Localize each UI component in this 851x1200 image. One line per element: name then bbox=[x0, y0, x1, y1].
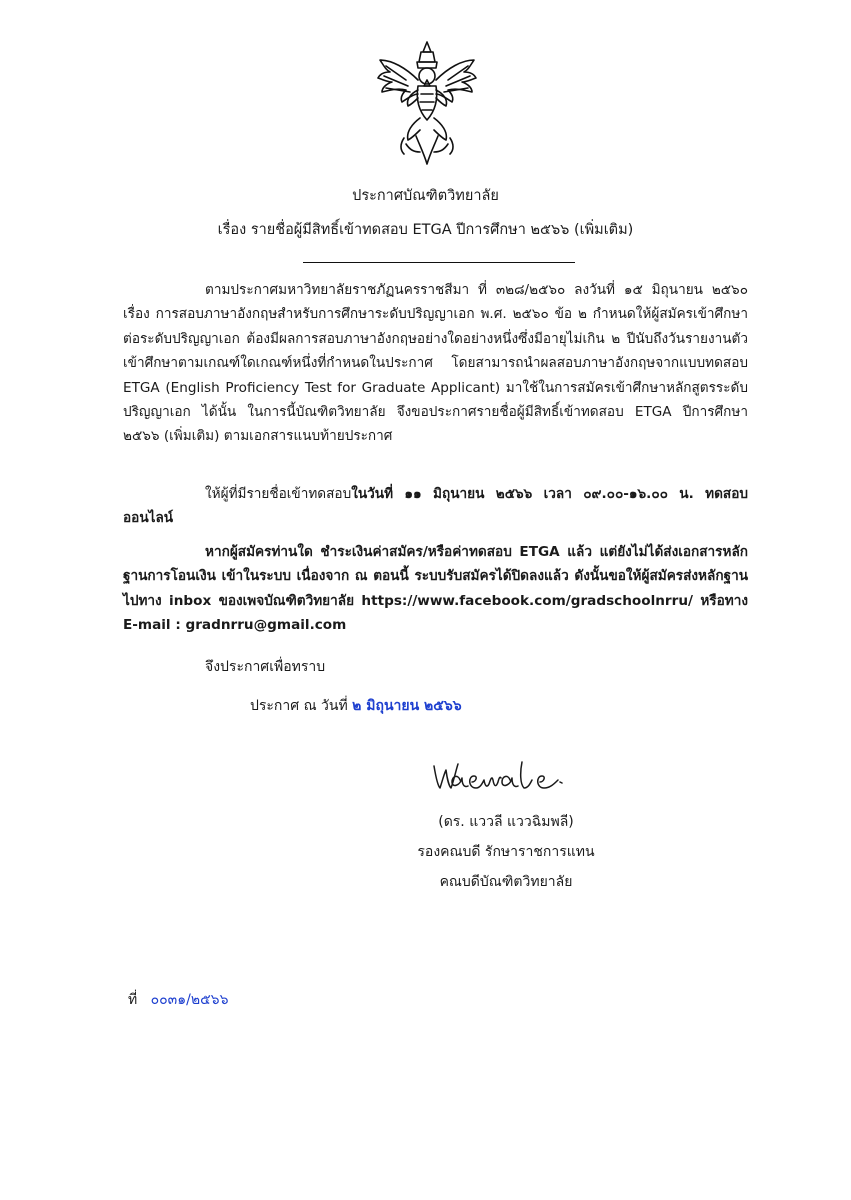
paragraph-payment-notice bbox=[123, 540, 748, 638]
garuda-emblem-icon bbox=[376, 40, 478, 168]
closing-statement: จึงประกาศเพื่อทราบ bbox=[205, 659, 326, 675]
exam-date-lead: ให้ผู้ที่มีรายชื่อเข้าทดสอบ bbox=[205, 486, 352, 502]
paragraph-exam-date bbox=[123, 482, 748, 531]
paragraph-background bbox=[123, 278, 748, 449]
announce-date-label: ประกาศ ณ วันที่ bbox=[250, 698, 348, 714]
payment-notice-text: หากผู้สมัครท่านใด ชำระเงินค่าสมัคร/หรือค่าทดสอบ ETGA แล้ว แต่ยังไม่ได้ส่งเอกสารหลักฐานการโอนเงิน เข้าในระบบ เนื่องจาก ณ ตอนนี้ ระบบรับสมัครได้ปิดลงแล้ว ดังนั้นขอให้ผู้สมัครส่งหลักฐานไปทาง inbox ของเพจบัณฑิตวิทยาลัย https://www.facebook.com/gradschoolnrru/ หรือทาง E-mail : gradnrru@gmail.com bbox=[123, 544, 748, 634]
signatory-name: (ดร. แววลี แววฉิมพลี) bbox=[438, 814, 574, 830]
announce-date-value: ๒ มิถุนายน ๒๕๖๖ bbox=[352, 698, 462, 714]
handwritten-signature bbox=[430, 756, 566, 796]
exam-date-details: ในวันที่ ๑๑ มิถุนายน ๒๕๖๖ เวลา ๐๙.๐๐-๑๖.๐๐ น. ทดสอบออนไลน์ bbox=[123, 486, 748, 527]
signatory-position: รองคณบดี รักษาราชการแทน bbox=[417, 844, 595, 860]
paragraph-background-text: ตามประกาศมหาวิทยาลัยราชภัฏนครราชสีมา ที่ ๓๒๘/๒๕๖๐ ลงวันที่ ๑๕ มิถุนายน ๒๕๖๐ เรื่อง การสอบภาษาอังกฤษสำหรับการศึกษาระดับปริญญาเอก พ.ศ. ๒๕๖๐ ข้อ ๒ กำหนดให้ผู้สมัครเข้าศึกษาต่อระดับปริญญาเอก ต้องมีผลการสอบภาษาอังกฤษอย่างใดอย่างหนึ่งซึ่งมีอายุไม่เกิน ๒ ปีนับถึงวันรายงานตัวเข้าศึกษาตามเกณฑ์ใดเกณฑ์หนึ่งที่กำหนดในประกาศ โดยสามารถนำผลสอบภาษาอังกฤษจากแบบทดสอบ ETGA (English Proficiency Test for Graduate Applicant) มาใช้ในการสมัครเข้าศึกษาหลักสูตรระดับปริญญาเอก ได้นั้น ในการนี้บัณฑิตวิทยาลัย จึงขอประกาศรายชื่อผู้มีสิทธิ์เข้าทดสอบ ETGA ปีการศึกษา ๒๕๖๖ (เพิ่มเติม) ตามเอกสารแนบท้ายประกาศ bbox=[123, 282, 748, 445]
signatory-title: คณบดีบัณฑิตวิทยาลัย bbox=[439, 874, 573, 890]
title-divider bbox=[303, 262, 575, 263]
document-number bbox=[128, 990, 228, 1010]
announcement-subject: เรื่อง รายชื่อผู้มีสิทธิ์เข้าทดสอบ ETGA ปีการศึกษา ๒๕๖๖ (เพิ่มเติม) bbox=[217, 222, 634, 238]
document-number-value: ๐๐๓๑/๒๕๖๖ bbox=[150, 992, 229, 1008]
announce-date-line bbox=[250, 696, 462, 716]
document-number-label: ที่ bbox=[128, 992, 138, 1008]
announcement-title: ประกาศบัณฑิตวิทยาลัย bbox=[352, 188, 499, 204]
